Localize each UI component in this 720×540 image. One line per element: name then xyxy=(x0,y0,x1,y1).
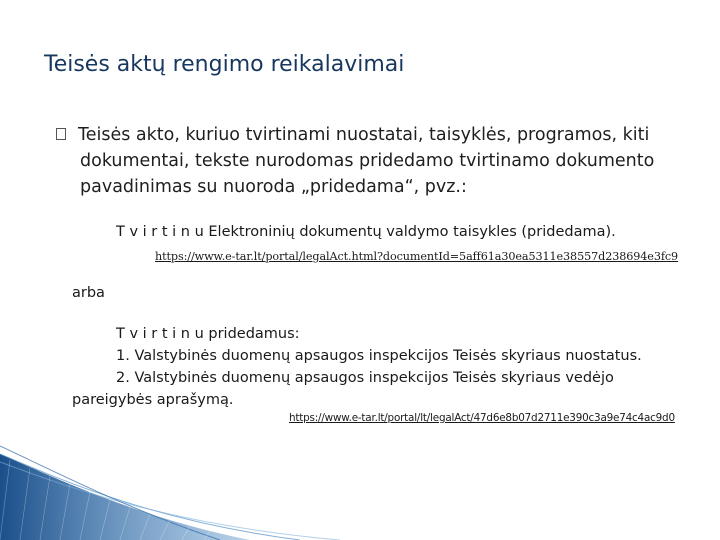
legal-act-link-2[interactable]: https://www.e-tar.lt/portal/lt/legalAct/47d6e8b07d2711e390c3a9e74c4ac9d0 xyxy=(289,412,675,424)
example-2-line-4: pareigybės aprašymą. xyxy=(72,392,234,408)
slide-title: Teisės aktų rengimo reikalavimai xyxy=(44,52,405,77)
example-2-line-3: 2. Valstybinės duomenų apsaugos inspekcijos Teisės skyriaus vedėjo xyxy=(116,370,614,386)
example-2-line-2: 1. Valstybinės duomenų apsaugos inspekcijos Teisės skyriaus nuostatus. xyxy=(116,348,642,364)
bullet-text xyxy=(78,122,688,200)
example-2-line-1: T v i r t i n u pridedamus: xyxy=(116,326,300,342)
bullet-line-1: Teisės akto, kuriuo tvirtinami nuostatai, taisyklės, programos, kiti xyxy=(78,125,650,145)
example-1-text: T v i r t i n u Elektroninių dokumentų valdymo taisykles (pridedama). xyxy=(116,224,616,240)
corner-swoosh-decoration xyxy=(0,440,360,540)
bullet-line-2: dokumentai, tekste nurodomas pridedamo tvirtinamo dokumento xyxy=(80,151,655,171)
legal-act-link-1[interactable]: https://www.e-tar.lt/portal/legalAct.html?documentId=5aff61a30ea5311e38557d238694e3fc9 xyxy=(155,250,679,263)
bullet-line-3: pavadinimas su nuoroda „pridedama“, pvz.: xyxy=(80,177,467,197)
swoosh-fill xyxy=(0,454,250,540)
separator-text: arba xyxy=(72,285,105,301)
bullet-square-icon xyxy=(56,128,66,140)
